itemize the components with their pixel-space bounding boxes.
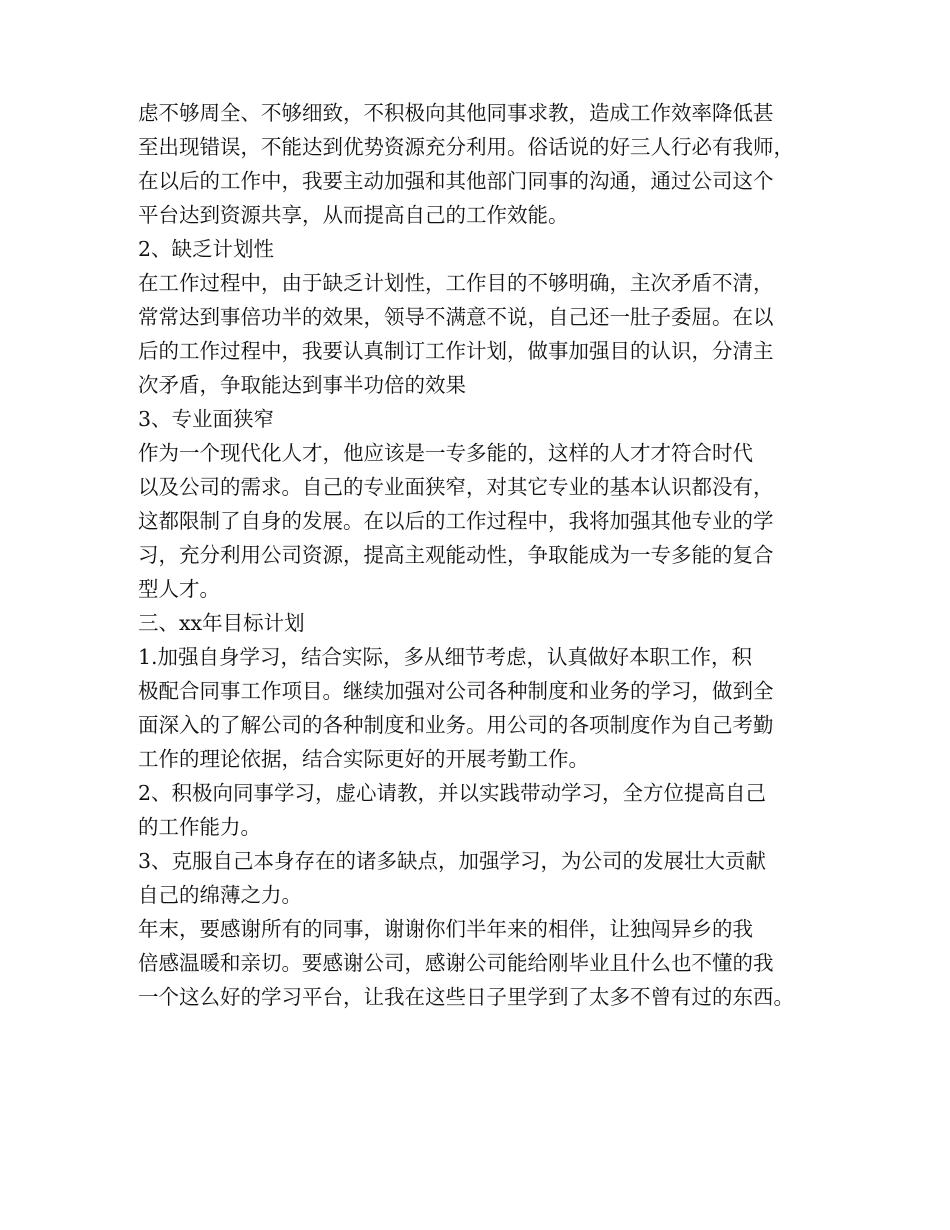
text-line: 平台达到资源共享，从而提高自己的工作效能。 [138, 203, 569, 227]
text-line: 自己的绵薄之力。 [138, 883, 302, 907]
section-heading: 3、专业面狭窄 [138, 407, 275, 431]
section-heading: 三、xx年目标计划 [138, 611, 305, 635]
text-line: 习，充分利用公司资源，提高主观能动性，争取能成为一专多能的复合 [138, 543, 774, 567]
text-line: 至出现错误，不能达到优势资源充分利用。俗话说的好三人行必有我师， [138, 135, 794, 159]
document-body [138, 96, 838, 1014]
section-heading: 2、缺乏计划性 [138, 237, 275, 261]
text-line: 这都限制了自身的发展。在以后的工作过程中，我将加强其他专业的学 [138, 509, 774, 533]
text-line: 虑不够周全、不够细致，不积极向其他同事求教，造成工作效率降低甚 [138, 101, 774, 125]
text-line: 1.加强自身学习，结合实际，多从细节考虑，认真做好本职工作，积 [138, 645, 753, 669]
text-line: 面深入的了解公司的各种制度和业务。用公司的各项制度作为自己考勤 [138, 713, 774, 737]
text-line: 作为一个现代化人才，他应该是一专多能的，这样的人才才符合时代 [138, 441, 753, 465]
text-line: 年末，要感谢所有的同事，谢谢你们半年来的相伴，让独闯异乡的我 [138, 917, 753, 941]
text-line: 3、克服自己本身存在的诸多缺点，加强学习，为公司的发展壮大贡献 [138, 849, 767, 873]
text-line: 2、积极向同事学习，虚心请教，并以实践带动学习，全方位提高自己 [138, 781, 767, 805]
text-line: 倍感温暖和亲切。要感谢公司，感谢公司能给刚毕业且什么也不懂的我 [138, 951, 774, 975]
text-line: 次矛盾，争取能达到事半功倍的效果 [138, 373, 466, 397]
text-line: 一个这么好的学习平台，让我在这些日子里学到了太多不曾有过的东西。 [138, 985, 794, 1009]
text-line: 常常达到事倍功半的效果，领导不满意不说，自己还一肚子委屈。在以 [138, 305, 774, 329]
text-line: 工作的理论依据，结合实际更好的开展考勤工作。 [138, 747, 589, 771]
text-line: 型人才。 [138, 577, 220, 601]
text-line: 以及公司的需求。自己的专业面狭窄，对其它专业的基本认识都没有， [138, 475, 774, 499]
text-line: 后的工作过程中，我要认真制订工作计划，做事加强目的认识，分清主 [138, 339, 774, 363]
text-line: 在以后的工作中，我要主动加强和其他部门同事的沟通，通过公司这个 [138, 169, 774, 193]
text-line: 的工作能力。 [138, 815, 261, 839]
text-line: 在工作过程中，由于缺乏计划性，工作目的不够明确，主次矛盾不清， [138, 271, 774, 295]
text-line: 极配合同事工作项目。继续加强对公司各种制度和业务的学习，做到全 [138, 679, 774, 703]
